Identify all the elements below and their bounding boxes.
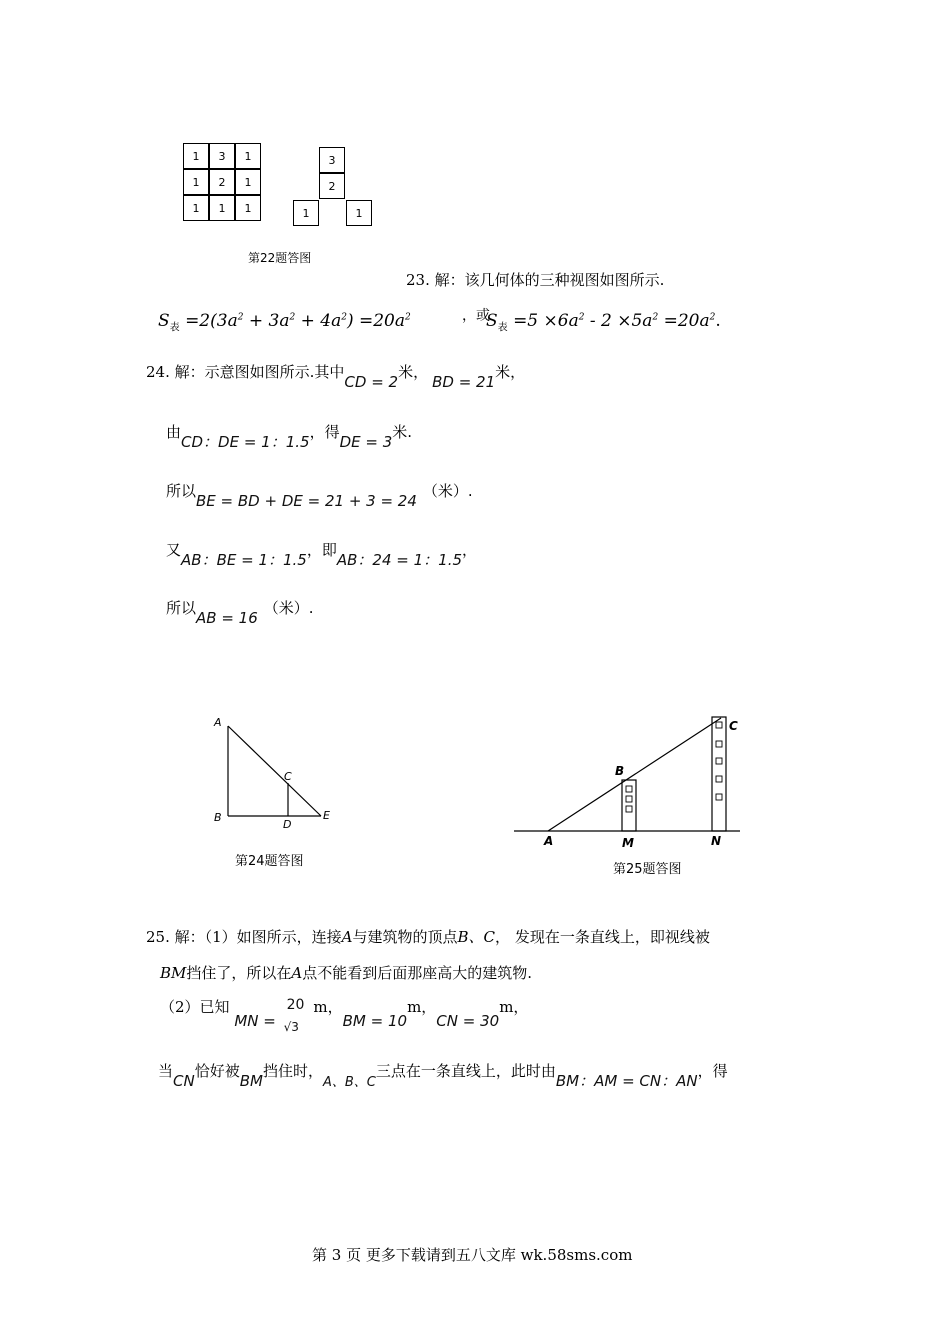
- p24-line5: 所以AB = 16（米）.: [166, 599, 314, 627]
- page-footer: 第 3 页 更多下载请到五八文库 wk.58sms.com: [312, 1246, 633, 1264]
- fig25-window: [626, 796, 632, 802]
- p24-line4: 又AB：BE = 1：1.5，即AB：24 = 1：1.5，: [166, 541, 478, 569]
- view-cell: 1: [346, 200, 372, 226]
- p25-line4: 当CN恰好被BM挡住时，A、B、C三点在一条直线上，此时由BM：AM = CN：AN，得: [158, 1062, 728, 1090]
- p25-mn-value: 20 √3: [283, 997, 305, 1034]
- fig25-label-m: M: [622, 836, 634, 850]
- p24-line1: 24. 解：示意图如图所示.其中CD = 2米，BD = 21米，: [146, 363, 526, 391]
- fig22-caption: 第22题答图: [248, 251, 312, 265]
- fig25-window: [716, 722, 722, 728]
- fig24-label-b: B: [214, 811, 222, 824]
- grid-cell: 1: [235, 195, 261, 221]
- grid-cell: 1: [183, 143, 209, 169]
- view-cell: 3: [319, 147, 345, 173]
- fig25-window: [716, 794, 722, 800]
- p23-or: ，或: [462, 308, 490, 324]
- fig25-label-n: N: [711, 834, 722, 848]
- fig25-sight-line: [548, 718, 721, 831]
- fig25-window: [626, 806, 632, 812]
- grid-cell: 1: [235, 169, 261, 195]
- fig25-window: [716, 776, 722, 782]
- p25-line3: （2）已知 MN = 20 √3 m，BM = 10m，CN = 30m，: [160, 997, 529, 1034]
- p23-text: 23. 解：该几何体的三种视图如图所示.: [406, 271, 665, 289]
- fig24-segment-ae: [228, 726, 321, 816]
- fig25-window: [716, 758, 722, 764]
- fig25-diagram: [508, 708, 748, 850]
- p24-line3: 所以BE = BD + DE = 21 + 3 = 24（米）.: [166, 482, 473, 510]
- fig24-label-a: A: [214, 716, 222, 729]
- fig25-window: [626, 786, 632, 792]
- view-cell: 1: [293, 200, 319, 226]
- fig24-label-e: E: [323, 809, 330, 822]
- fig24-diagram: [200, 710, 350, 830]
- p24-line2: 由CD：DE = 1：1.5，得DE = 3米.: [166, 423, 413, 451]
- fig25-caption: 第25题答图: [613, 862, 682, 877]
- p25-line1: 25. 解：（1）如图所示，连接A与建筑物的顶点B、C， 发现在一条直线上，即视线被: [146, 928, 710, 946]
- grid-cell: 1: [209, 195, 235, 221]
- fig25-label-b: B: [615, 764, 625, 778]
- fig25-label-c: C: [729, 719, 738, 733]
- grid-cell: 1: [183, 195, 209, 221]
- fig25-building-bm: [622, 780, 636, 831]
- fig24-caption: 第24题答图: [235, 854, 304, 869]
- p23-formula-2: $S_表 =5 \times 6a^2 - 2 \times 5a^2 =20a^2$.: [486, 311, 721, 334]
- fig24-label-c: C: [284, 770, 292, 783]
- grid-cell: 1: [235, 143, 261, 169]
- fig25-building-cn: [712, 717, 726, 831]
- grid-cell: 1: [183, 169, 209, 195]
- fig25-label-a: A: [544, 834, 554, 848]
- grid-cell: 3: [209, 143, 235, 169]
- grid-cell: 2: [209, 169, 235, 195]
- fig25-window: [716, 741, 722, 747]
- fig24-label-d: D: [283, 818, 292, 830]
- p25-line2: BM挡住了，所以在A点不能看到后面那座高大的建筑物.: [160, 964, 533, 982]
- p23-formula-1: $S_表 =2(3a^2 + 3a^2 + 4a^2) =20a^2$: [158, 311, 411, 334]
- view-cell: 2: [319, 173, 345, 199]
